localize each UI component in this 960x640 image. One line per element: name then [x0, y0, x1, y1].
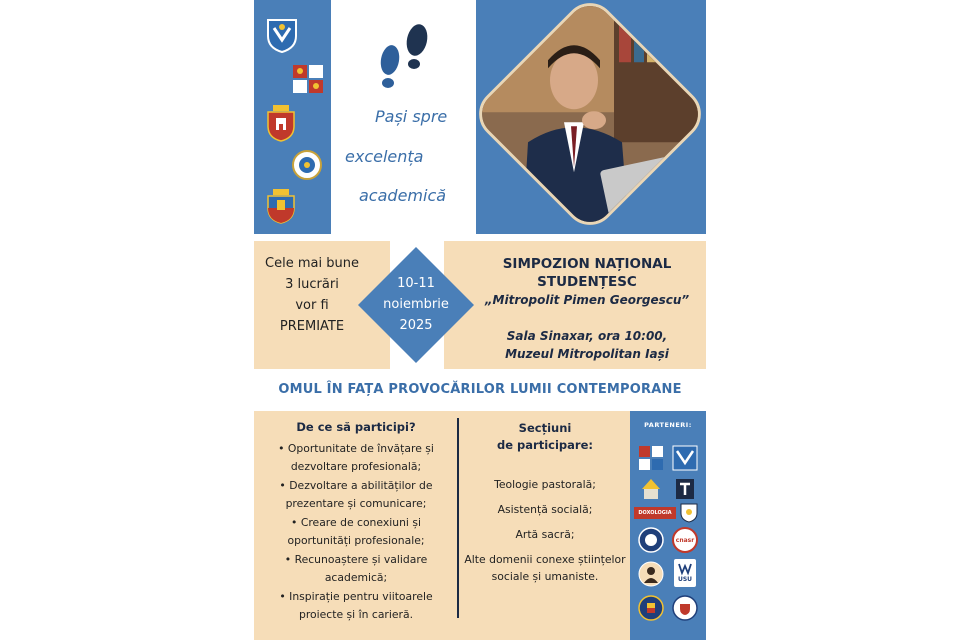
- date-month: noiembrie: [383, 297, 449, 312]
- award-note-line: vor fi: [295, 298, 329, 313]
- event-title-line: SIMPOZION NAȚIONAL: [502, 256, 672, 272]
- partner-portrait-icon: [638, 561, 664, 587]
- partner-round-crest-icon: [672, 595, 698, 621]
- student-photo: [468, 0, 706, 236]
- symposium-theme: OMUL ÎN FAȚA PROVOCĂRILOR LUMII CONTEMPORANE: [278, 382, 682, 397]
- venue-line: Muzeul Mitropolitan Iași: [505, 347, 669, 361]
- faculty-crest-icon: [292, 64, 324, 94]
- benefits-list: [260, 440, 452, 625]
- column-divider: [457, 418, 459, 618]
- date-year: 2025: [399, 318, 433, 333]
- partners-panel: [630, 411, 706, 640]
- event-venue: [468, 327, 706, 363]
- award-note-line: PREMIATE: [279, 319, 345, 334]
- list-item: • Dezvoltare a abilităților de prezentare și comunicare;: [279, 479, 433, 510]
- list-item: Teologie pastorală;: [494, 478, 596, 491]
- city-coat-of-arms-icon: [266, 104, 296, 142]
- seal-icon: [292, 150, 322, 180]
- event-title: [468, 255, 706, 291]
- list-item: Alte domenii conexe științelor sociale și umaniste.: [464, 553, 626, 583]
- event-title-line: STUDENȚESC: [537, 274, 637, 290]
- slogan-line-3: academică: [359, 186, 447, 205]
- university-crest-icon: [266, 18, 298, 54]
- partner-crest-icon: [638, 445, 664, 471]
- partner-cnasr-logo-icon: cnasr: [672, 527, 698, 553]
- why-heading: De ce să participi?: [296, 420, 416, 434]
- award-note-line: 3 lucrări: [285, 277, 339, 292]
- list-item: • Inspirație pentru viitoarele proiecte și în carieră.: [279, 590, 433, 621]
- title-block: [331, 0, 474, 234]
- partner-usu-logo-icon: USU: [674, 559, 696, 587]
- partners-label: PARTENERI:: [644, 421, 692, 429]
- slogan-line-2: excelența: [345, 147, 424, 166]
- list-item: • Creare de conexiuni și oportunități profesionale;: [287, 516, 425, 547]
- slogan-line-1: Pași spre: [375, 107, 448, 126]
- partner-seal-icon: [638, 527, 664, 553]
- event-poster: [254, 0, 706, 640]
- date-day: 10-11: [397, 276, 435, 291]
- award-note-line: Cele mai bune: [265, 256, 359, 271]
- partner-shield-icon: [680, 503, 698, 523]
- list-item: • Oportunitate de învățare și dezvoltare profesională;: [278, 442, 434, 473]
- partner-doxologia-logo-icon: DOXOLOGIA: [634, 507, 676, 519]
- list-item: • Recunoaștere și validare academică;: [284, 553, 428, 584]
- list-item: Asistență socială;: [497, 503, 593, 516]
- emblem-strip: [254, 0, 331, 234]
- partner-crest-icon: [672, 445, 698, 471]
- venue-line: Sala Sinaxar, ora 10:00,: [506, 329, 668, 343]
- sections-heading: Secțiuni de participare:: [497, 421, 593, 452]
- photo-panel: [476, 0, 706, 234]
- award-note: [254, 253, 370, 337]
- partner-letter-logo-icon: [676, 479, 694, 499]
- county-coat-of-arms-icon: [266, 188, 296, 224]
- partner-church-logo-icon: [638, 477, 664, 503]
- footprints-icon: [369, 20, 439, 90]
- info-band: [254, 241, 706, 369]
- event-subtitle: „Mitropolit Pimen Georgescu”: [484, 293, 690, 307]
- event-date: [358, 273, 474, 336]
- list-item: Artă sacră;: [515, 528, 575, 541]
- sections-list: [462, 476, 628, 593]
- partner-round-seal-icon: [638, 595, 664, 621]
